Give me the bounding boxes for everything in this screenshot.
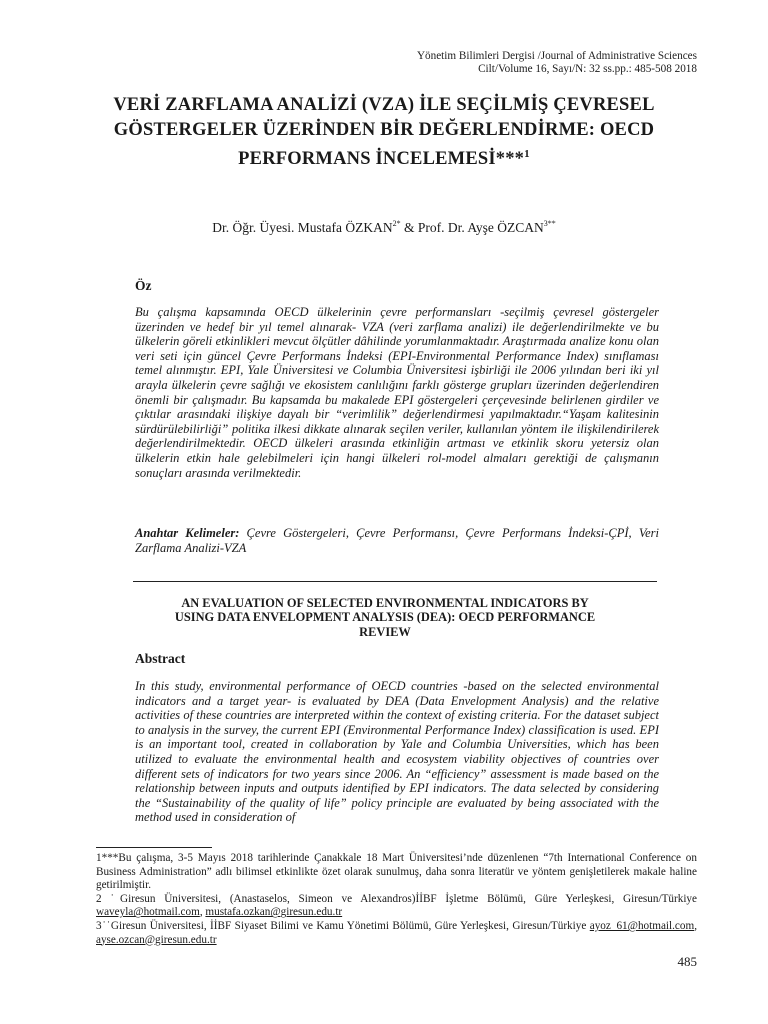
- footnote-1: 1***Bu çalışma, 3-5 Mayıs 2018 tarihlerinde Çanakkale 18 Mart Üniversitesi’nde düzenlenen “7th International Conference on Business Administration” adlı bilimsel etkinlikte özet olarak sunulmuş, daha sonra literatür ve yöntem genişletilerek makale haline getirilmiştir.: [96, 852, 697, 892]
- footnote-2-separator: ,: [199, 906, 206, 919]
- footnote-2-email-1[interactable]: waveyla@hotmail.com: [96, 906, 200, 919]
- keywords-label: Anahtar Kelimeler:: [135, 526, 240, 540]
- page-number: 485: [677, 954, 697, 969]
- footnotes: [96, 852, 697, 947]
- title-line-2: GÖSTERGELER ÜZERİNDEN BİR DEĞERLENDİRME: OECD: [113, 119, 655, 140]
- oz-text: Bu çalışma kapsamında OECD ülkelerinin çevre performansları -seçilmiş çevresel göstergeler üzerinden ve hedef bir yıl temel alınarak- VZA (veri zarflama analizi) ile değerlendirilmekte ve bu ülkelerin göreli etkinlikleri mevcut ölçütler dâhilinde yorumlanmaktadır. Araştırmada analize konu olan veri seti için güncel Çevre Performans İndeksi (EPI-Environmental Performance Index) sınıflaması temel alınmıştır. EPI, Yale Üniversitesi ve Columbia Üniversitesi işbirliği ile 2006 yılından beri iki yıl arayla ülkelerin çevre sağlığı ve ekosistem canlılığını farklı gösterge grupları üzerinden değerlendiren önemli bir çalışmadır. Bu kapsamda bu makalede EPI göstergeleri çerçevesinde belirlenen girdiler ve çıktılar arasındaki ilişkiye dayalı bir “verimlilik” değerlendirmesi yapılmaktadır.“Yaşam kalitesinin sürdürülebilirliği” politika ilkesi dikkate alınarak seçilen veriler, kullanılan yöntem ile ilişkilendirilerek değerlendirilmektedir. OECD ülkeleri arasında etkinliğin artması ve etkinlik skoru yetersiz olan ülkelerin etkin hale gelebilmeleri için hangi ülkeleri rol-model almaları gerektiği de çalışmanın sonuçları arasında verilmektedir.: [135, 305, 659, 480]
- english-title: [120, 596, 650, 639]
- english-title-line-3: REVIEW: [359, 624, 411, 639]
- title-line-3: [100, 142, 668, 172]
- author-separator: &: [400, 220, 418, 235]
- title-line-3-text: PERFORMANS İNCELEMESİ***: [238, 149, 525, 169]
- author-1-mark: 2*: [392, 219, 401, 228]
- volume-info: Cilt/Volume 16, Sayı/N: 32 ss.pp.: 485-508 2018: [478, 63, 697, 75]
- footnote-3: [96, 920, 697, 947]
- author-2-mark: 3**: [543, 219, 556, 228]
- footnote-3-email-2[interactable]: ayse.ozcan@giresun.edu.tr: [96, 933, 217, 946]
- author-line: [100, 219, 668, 236]
- section-divider: [133, 581, 657, 582]
- keywords: [135, 526, 663, 555]
- english-title-line-2: USING DATA ENVELOPMENT ANALYSIS (DEA): OECD PERFORMANCE: [174, 610, 596, 625]
- footnote-2-email-2[interactable]: mustafa.ozkan@giresun.edu.tr: [205, 906, 343, 919]
- footnote-3-text: 3˙˙Giresun Üniversitesi, İİBF Siyaset Bilimi ve Kamu Yönetimi Bölümü, Güre Yerleşkesi, Giresun/Türkiye: [96, 919, 590, 932]
- footnote-2-text: 2 ˙Giresun Üniversitesi, (Anastaselos, Simeon ve Alexandros)İİBF İşletme Bölümü, Güre Yerleşkesi, Giresun/Türkiye: [96, 892, 697, 905]
- keywords-text: Çevre Göstergeleri, Çevre Performansı, Çevre Performans İndeksi-ÇPİ, Veri Zarflama Analizi-VZA: [135, 526, 663, 555]
- journal-header: [300, 50, 697, 76]
- title-footnote-mark: 1: [524, 148, 530, 160]
- oz-heading: Öz: [135, 278, 152, 293]
- footnote-3-email-1[interactable]: ayoz_61@hotmail.com: [589, 919, 695, 932]
- abstract-heading: Abstract: [135, 651, 186, 666]
- footnote-3-separator: ,: [694, 919, 697, 932]
- journal-name: Yönetim Bilimleri Dergisi /Journal of Administrative Sciences: [416, 50, 697, 62]
- paper-title: [100, 93, 668, 172]
- abstract-text: In this study, environmental performance of OECD countries -based on the selected environmental indicators and a target year- is evaluated by DEA (Data Envelopment Analysis) and the relative activities of these countries are interpreted within the context of existing criteria. For the dataset subject to analysis in the survey, the current EPI (Environmental Performance Index) classification is used. EPI is an important tool, created in collaboration by Yale and Columbia Universities, which has been utilized to evaluate the environmental health and ecosystem viability objectives of countries over different sets of indicators for two years since 2006. An “efficiency” assessment is made based on the relationship between inputs and outputs identified by EPI indicators. The data selected by considering the “Sustainability of the quality of life” policy principle are evaluated by being associated with the method used in consideration of: [135, 679, 659, 825]
- footnote-divider: [96, 847, 212, 848]
- english-title-line-1: AN EVALUATION OF SELECTED ENVIRONMENTAL INDICATORS BY: [181, 596, 589, 610]
- title-line-1: VERİ ZARFLAMA ANALİZİ (VZA) İLE SEÇİLMİŞ ÇEVRESEL: [113, 95, 655, 115]
- author-1: Dr. Öğr. Üyesi. Mustafa ÖZKAN: [212, 220, 393, 235]
- footnote-2: [96, 893, 697, 920]
- author-2: Prof. Dr. Ayşe ÖZCAN: [417, 220, 544, 235]
